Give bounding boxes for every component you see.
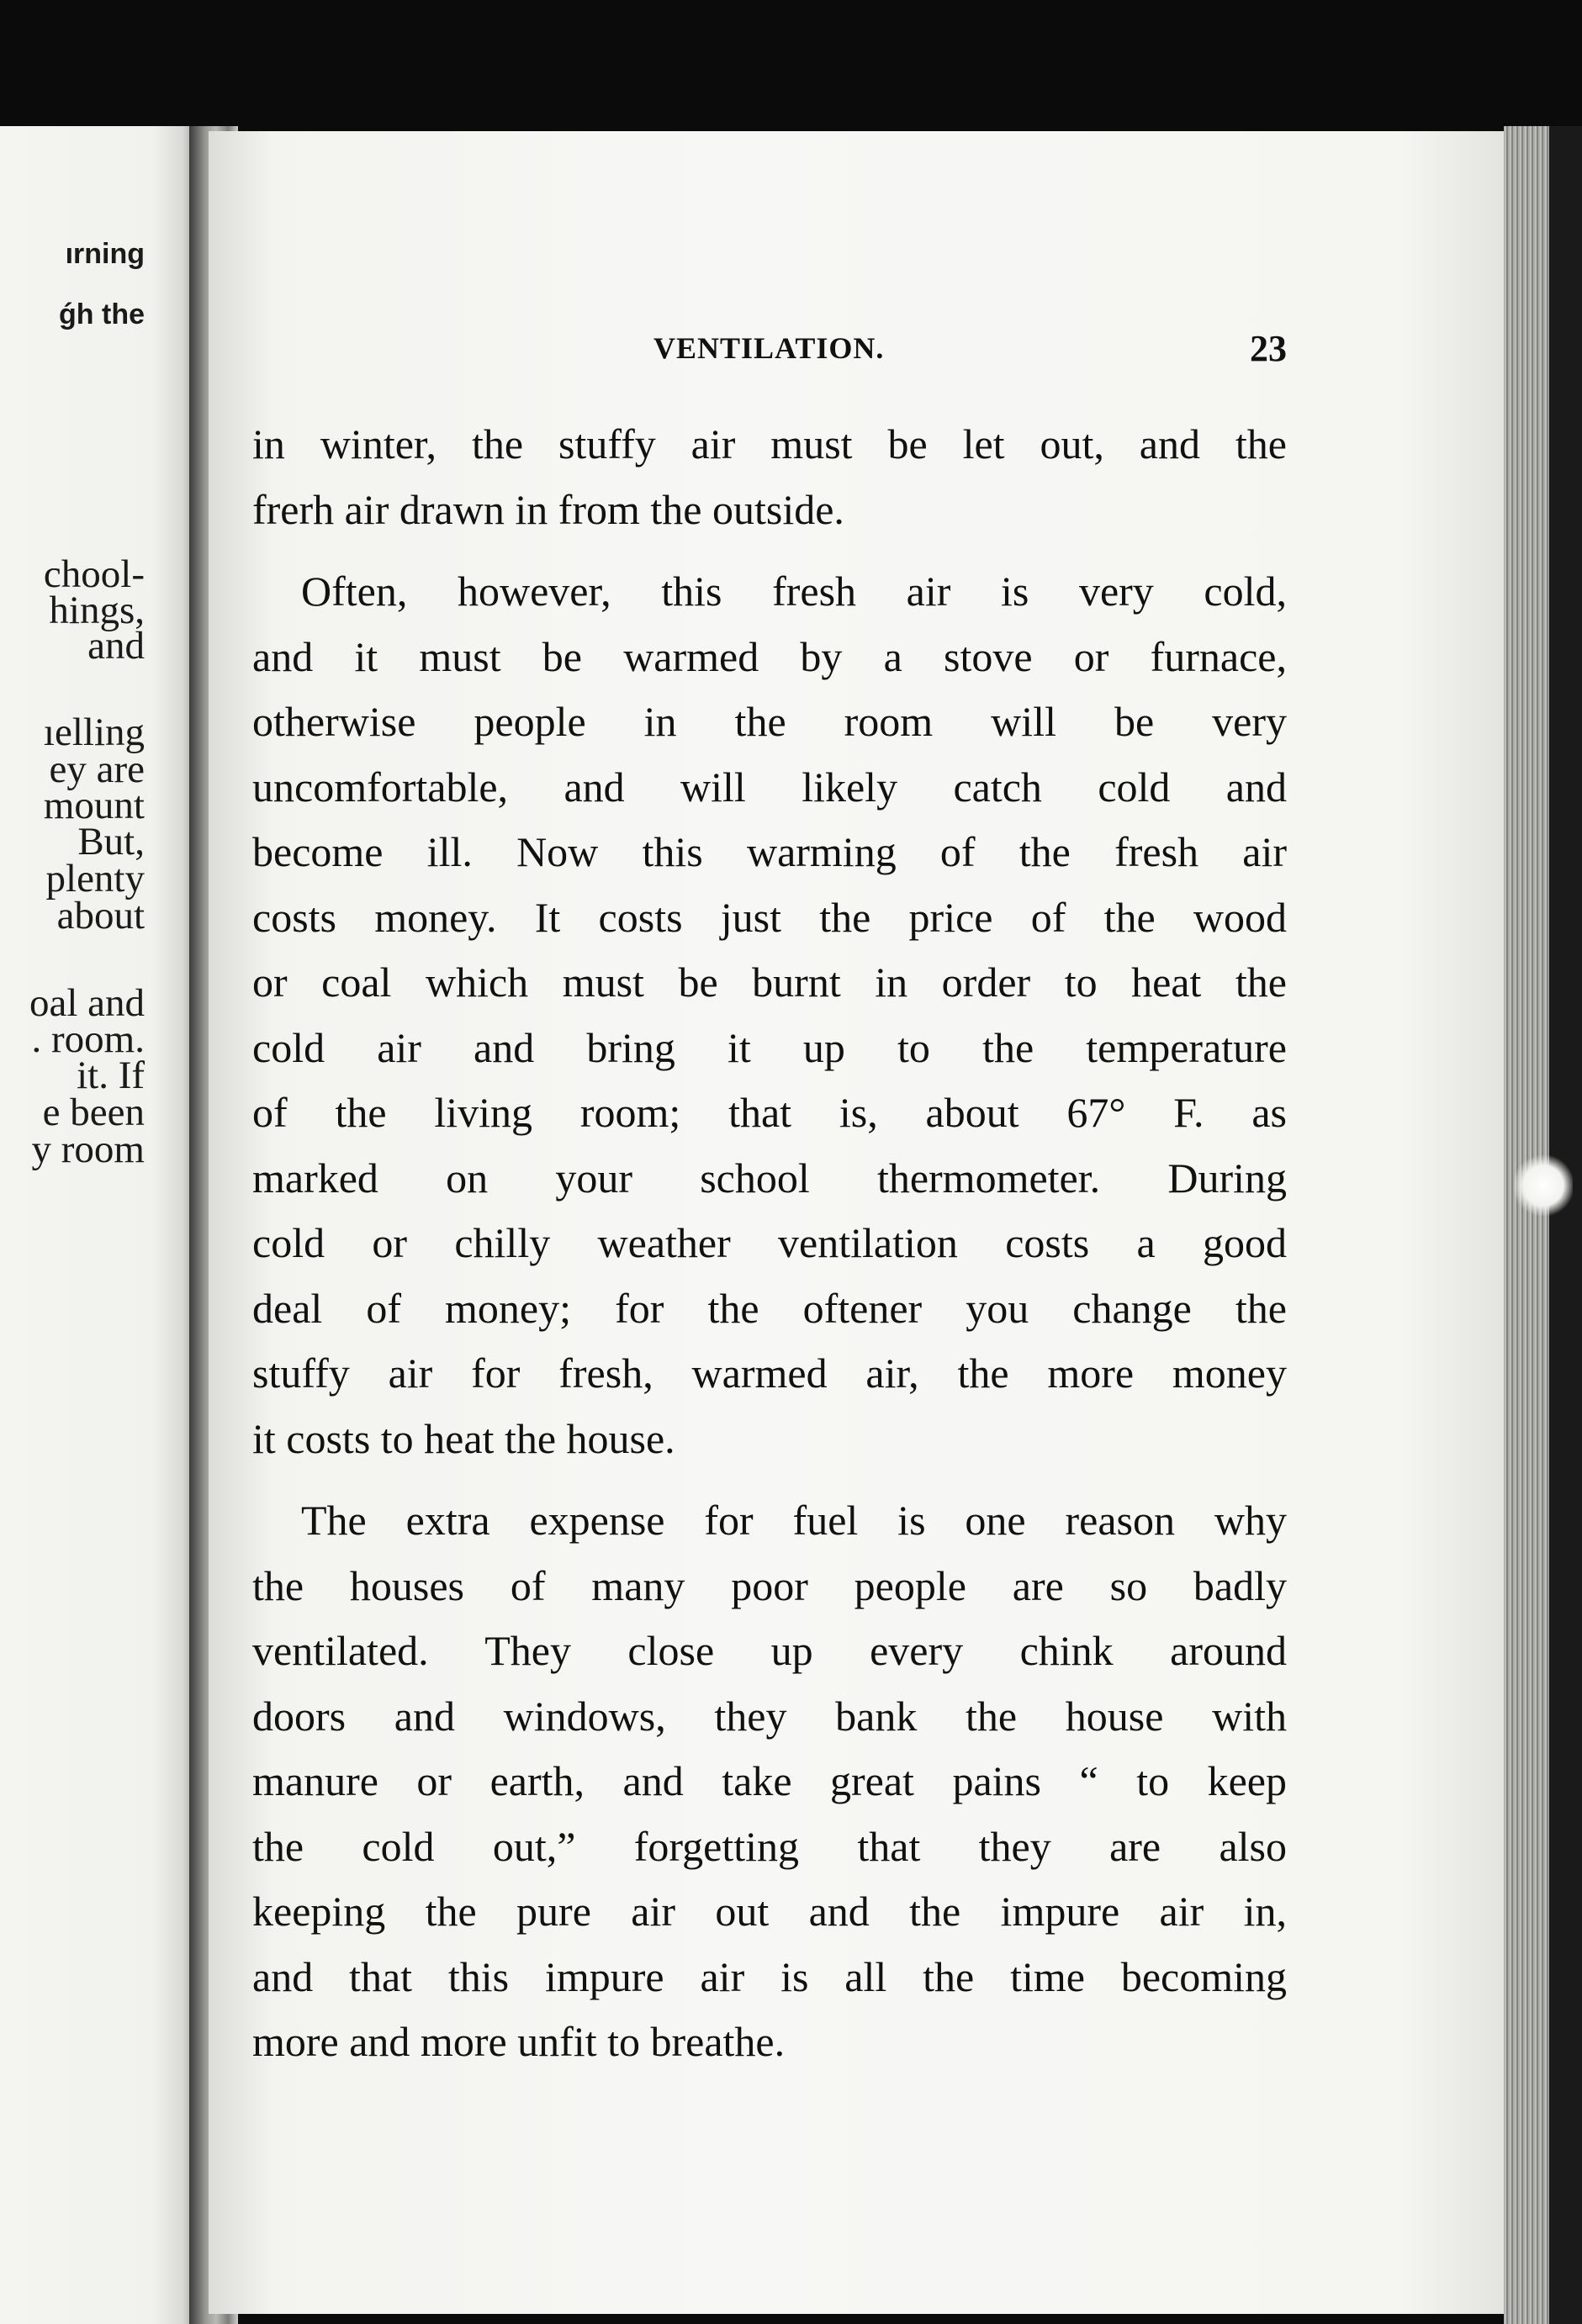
text-line: manure or earth, and take great pains “ to keep: [252, 1757, 1287, 1804]
left-page-line: mount: [43, 784, 145, 827]
text-line: The extra expense for fuel is one reason why: [301, 1497, 1287, 1544]
left-page-line: chool-: [43, 552, 145, 596]
left-page-line: oal and: [29, 981, 145, 1025]
body-text: [252, 412, 1287, 2075]
text-line: Often, however, this fresh air is very cold,: [301, 568, 1287, 615]
text-line: of the living room; that is, about 67° F. as: [252, 1089, 1287, 1136]
page-edges: [1504, 126, 1549, 2324]
left-page-line: plenty: [45, 857, 145, 901]
text-line: uncomfortable, and will likely catch cold and: [252, 763, 1287, 811]
text-line: deal of money; for the oftener you change the: [252, 1284, 1287, 1332]
left-page-line: and: [87, 624, 145, 668]
left-page-line: ıelling: [43, 710, 145, 754]
text-line: more and more unfit to breathe.: [252, 2018, 786, 2065]
text-line: costs money. It costs just the price of the wood: [252, 893, 1287, 941]
text-line: otherwise people in the room will be very: [252, 698, 1287, 745]
text-line: keeping the pure air out and the impure air in,: [252, 1888, 1287, 1935]
left-page-line: it. If: [77, 1054, 145, 1097]
scan-background: [1549, 126, 1582, 2324]
text-line: or coal which must be burnt in order to heat the: [252, 959, 1287, 1006]
facing-left-page: [0, 126, 200, 2324]
paragraph: [252, 559, 1287, 1471]
text-line: in winter, the stuffy air must be let out, and the: [252, 420, 1287, 467]
left-page-line: But,: [77, 820, 145, 864]
text-line: the cold out,” forgetting that they are also: [252, 1822, 1287, 1870]
text-line: ventilated. They close up every chink around: [252, 1627, 1287, 1674]
page-number: 23: [1250, 328, 1287, 369]
left-page-line: ey are: [49, 747, 145, 791]
text-line: stuffy air for fresh, warmed air, the more money: [252, 1350, 1287, 1397]
text-line: frerh air drawn in from the outside.: [252, 485, 844, 533]
running-head-title: VENTILATION.: [653, 331, 885, 365]
text-line: marked on your school thermometer. During: [252, 1154, 1287, 1202]
paper-tear: [1514, 1152, 1573, 1219]
text-line: cold air and bring it up to the temperature: [252, 1023, 1287, 1071]
left-page-line: y room: [31, 1128, 145, 1171]
text-line: and it must be warmed by a stove or furnace,: [252, 632, 1287, 680]
left-page-line: . room.: [31, 1017, 145, 1061]
running-head: [252, 324, 1287, 374]
text-line: cold or chilly weather ventilation costs a good: [252, 1219, 1287, 1266]
left-page-line: ırning: [65, 238, 145, 270]
paragraph: [252, 1488, 1287, 2075]
text-line: the houses of many poor people are so badly: [252, 1561, 1287, 1609]
left-page-line: ǵh the: [59, 298, 145, 330]
left-page-line: about: [56, 894, 145, 938]
text-line: become ill. Now this warming of the fresh air: [252, 828, 1287, 875]
paragraph: [252, 412, 1287, 542]
text-line: doors and windows, they bank the house with: [252, 1692, 1287, 1740]
text-line: it costs to heat the house.: [252, 1414, 675, 1462]
left-page-line: hings,: [49, 589, 145, 632]
text-line: and that this impure air is all the time becoming: [252, 1952, 1287, 2000]
left-page-line: e been: [42, 1091, 145, 1134]
